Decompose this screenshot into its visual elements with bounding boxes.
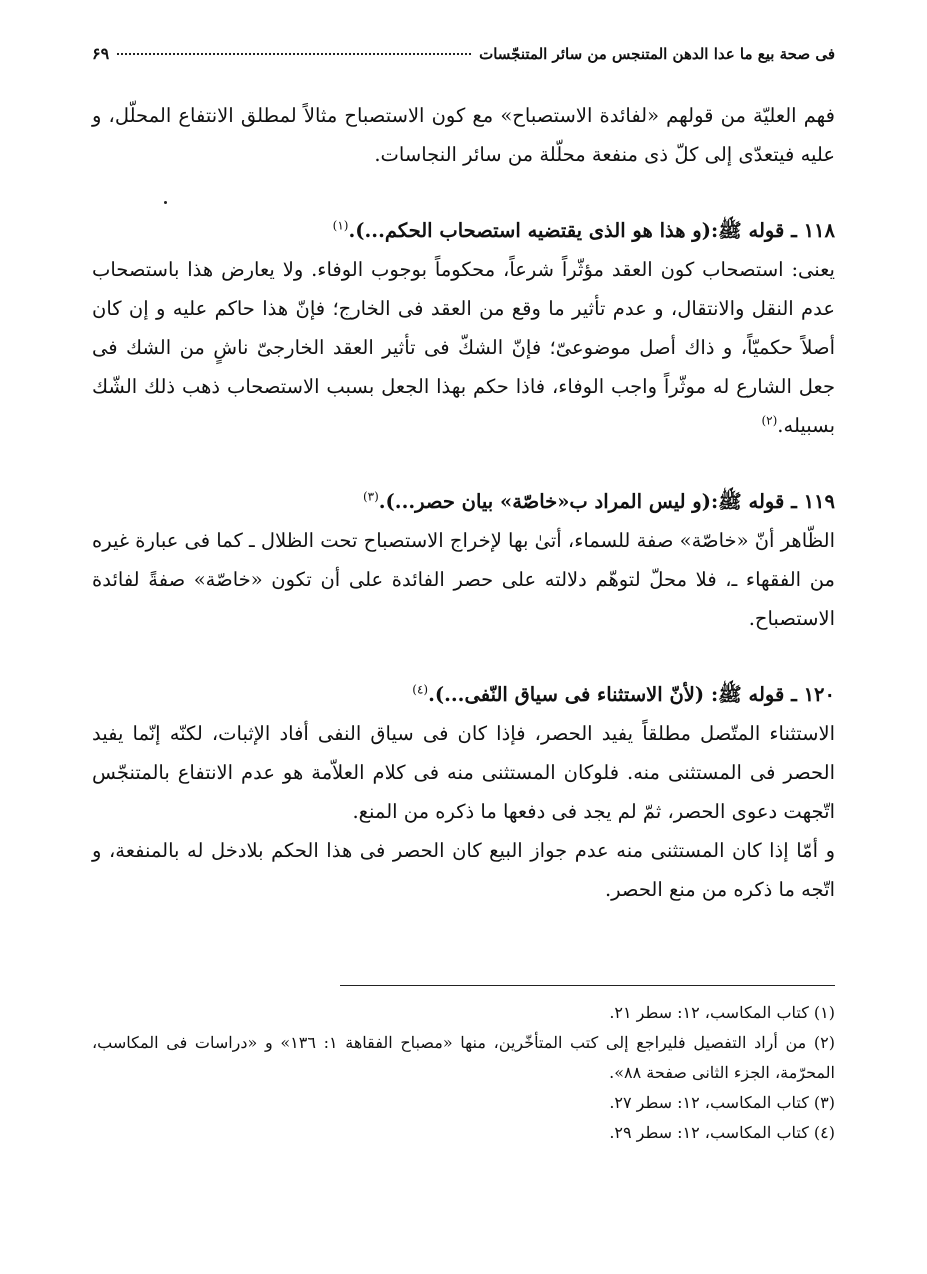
item-119-heading-text: ۱۱۹ ـ قوله ﷺ:(و لیس المراد ب«خاصّة» بیان حصر...). [378, 490, 835, 513]
running-header [92, 44, 835, 76]
footnote-ref-4: (٤) [412, 682, 429, 697]
main-text [92, 96, 835, 909]
item-120-heading [92, 675, 835, 714]
footnote-4: (٤) کتاب المکاسب، ١٢: سطر ٢٩. [609, 1123, 835, 1142]
header-leader-dots [117, 53, 471, 55]
item-118-body [92, 250, 835, 445]
footnote-ref-2: (۲) [761, 413, 778, 428]
footnote-1: (١) کتاب المکاسب، ١٢: سطر ٢١. [609, 1003, 835, 1022]
footnote-ref-1: (۱) [332, 218, 349, 233]
item-119-body: الظّاهر أنّ «خاصّة» صفة للسماء، أتیٰ بها لإخراج الاستصباح تحت الظلال ـ كما فی عبارة غیره من الفقهاء ـ، فلا محلّ لتوهّم دلالته علی حصر الفائدة علی أن تکون «خاصّة» صفةً لفائدة الاستصباح. [91, 529, 835, 630]
intro-paragraph: فهم العلیّة من قولهم «لفائدة الاستصباح» مع کون الاستصباح مثالاً لمطلق الانتفاع المحلّل، و علیه فیتعدّی إلی کلّ ذی منفعة محلّلة من سائر النجاسات. [92, 104, 835, 166]
item-118-heading [92, 211, 835, 250]
footnote-separator [340, 985, 835, 986]
item-118-heading-text: ۱۱۸ ـ قوله ﷺ:(و هذا هو الذی یقتضیه استصحاب الحکم...). [348, 219, 835, 242]
section-gap [92, 638, 835, 675]
footnote-3: (٣) کتاب المکاسب، ١٢: سطر ٢٧. [609, 1093, 835, 1112]
item-120-body: الاستثناء المتّصل مطلقاً یفید الحصر، فإذا کان فی سیاق النفی أفاد الإثبات، لکنّه إنّما یفید الحصر فی المستثنی منه. فلوکان المستثنی منه فی کلام العلاّمة هو عدم الانتفاع بالمتنجّس اتّجهت دعوی الحصر، ثمّ لم یجد فی دفعها ما ذکره من المنع. [92, 722, 835, 823]
item-119-heading [92, 482, 835, 521]
item-118-body-text: یعنی: استصحاب کون العقد مؤثّراً شرعاً، محکوماً بوجوب الوفاء. ولا یعارض هذا باستصحاب عدم النقل والانتقال، و عدم تأثیر ما وقع من العقد فی الخارج؛ فإنّ هذا حاکم علیه و إن کان أصلاً حکمیّاً، و ذاك أصل موضوعیّ؛ فإنّ الشكّ فی تأثیر العقد الخارجیّ ناشٍ من الشك فی جعل الشارع له موثّراً واجب الوفاء، فاذا حکم بهذا الجعل بسبب الاستصحاب ذهب ذلك الشّك بسبیله. [92, 258, 835, 437]
page-number: ۶۹ [92, 44, 110, 63]
item-120-body-continued: و أمّا إذا کان المستثنی منه عدم جواز البیع کان الحصر فی هذا الحکم بلادخل له بالمنفعة، و اتّجه ما ذکره من منع الحصر. [92, 839, 835, 901]
footnote-ref-3: (۳) [362, 489, 379, 504]
running-header-title: فی صحة بیع ما عدا الدهن المتنجس من سائر المتنجّسات [479, 45, 835, 63]
footnotes [92, 998, 835, 1148]
footnote-2: (٢) من أراد التفصیل فلیراجع إلی کتب المتأخّرین، منها «مصباح الفقاهة ١: ١٣٦» و «دراسات فی المکاسب، المحرّمة، الجزء الثانی صفحة ٨٨». [92, 1033, 835, 1082]
section-gap [92, 445, 835, 482]
section-gap [92, 174, 835, 211]
item-120-heading-text: ۱۲۰ ـ قوله ﷺ: (لأنّ الاستثناء فی سیاق النّفی...). [428, 683, 835, 706]
